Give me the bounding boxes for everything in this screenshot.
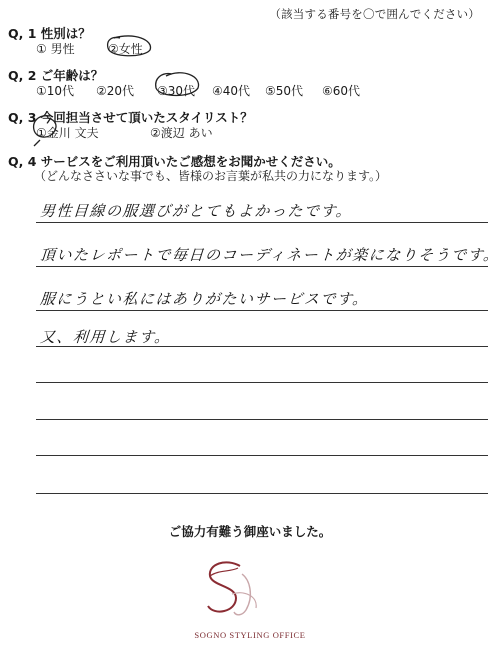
closing-message: ご協力有難う御座いました。 — [168, 524, 332, 539]
q1-option-male[interactable]: ① 男性 — [36, 42, 75, 56]
q3-option-kanagawa[interactable]: ①金川 文夫 — [36, 126, 99, 140]
instructions: （該当する番号を〇で囲んでください） — [269, 7, 480, 21]
handwritten-line-2: 頂いたレポートで毎日のコーディネートが楽になりそうです。 — [39, 246, 500, 264]
q3-option-watanabe[interactable]: ②渡辺 あい — [150, 126, 213, 140]
sogno-logo — [196, 556, 276, 626]
answer-line — [36, 419, 488, 420]
q1-selection-circle — [104, 34, 154, 58]
answer-line — [36, 493, 488, 494]
answer-line — [36, 310, 488, 311]
answer-line — [36, 455, 488, 456]
answer-line — [36, 266, 488, 267]
q1-option-female[interactable]: ②女性 — [108, 42, 143, 56]
q2-option-40s[interactable]: ④40代 — [212, 84, 251, 98]
handwritten-line-3: 服にうとい私にはありがたいサービスです。 — [39, 290, 370, 308]
brand-name: SOGNO STYLING OFFICE — [194, 630, 306, 640]
answer-line — [36, 382, 488, 383]
q4-label: Q, 4 サービスをご利用頂いたご感想をお聞かせください。 — [8, 154, 341, 169]
q2-option-60s[interactable]: ⑥60代 — [322, 84, 361, 98]
handwritten-line-1: 男性目線の服選びがとてもよかったです。 — [39, 202, 353, 220]
handwritten-line-4: 又、利用します。 — [39, 328, 172, 346]
q3-selection-circle — [30, 112, 60, 142]
q2-selection-circle — [152, 70, 202, 100]
q3-label: Q, 3 今回担当させて頂いたスタイリスト？ — [8, 110, 253, 125]
q2-option-20s[interactable]: ②20代 — [96, 84, 135, 98]
q2-option-30s[interactable]: ③30代 — [157, 84, 196, 98]
q2-label: Q, 2 ご年齢は？ — [8, 68, 104, 83]
answer-line — [36, 222, 488, 223]
q2-option-10s[interactable]: ①10代 — [36, 84, 75, 98]
q4-sublabel: （どんなささいな事でも、皆様のお言葉が私共の力になります。） — [34, 169, 388, 183]
q2-option-50s[interactable]: ⑤50代 — [265, 84, 304, 98]
q1-label: Q, 1 性別は？ — [8, 26, 91, 41]
